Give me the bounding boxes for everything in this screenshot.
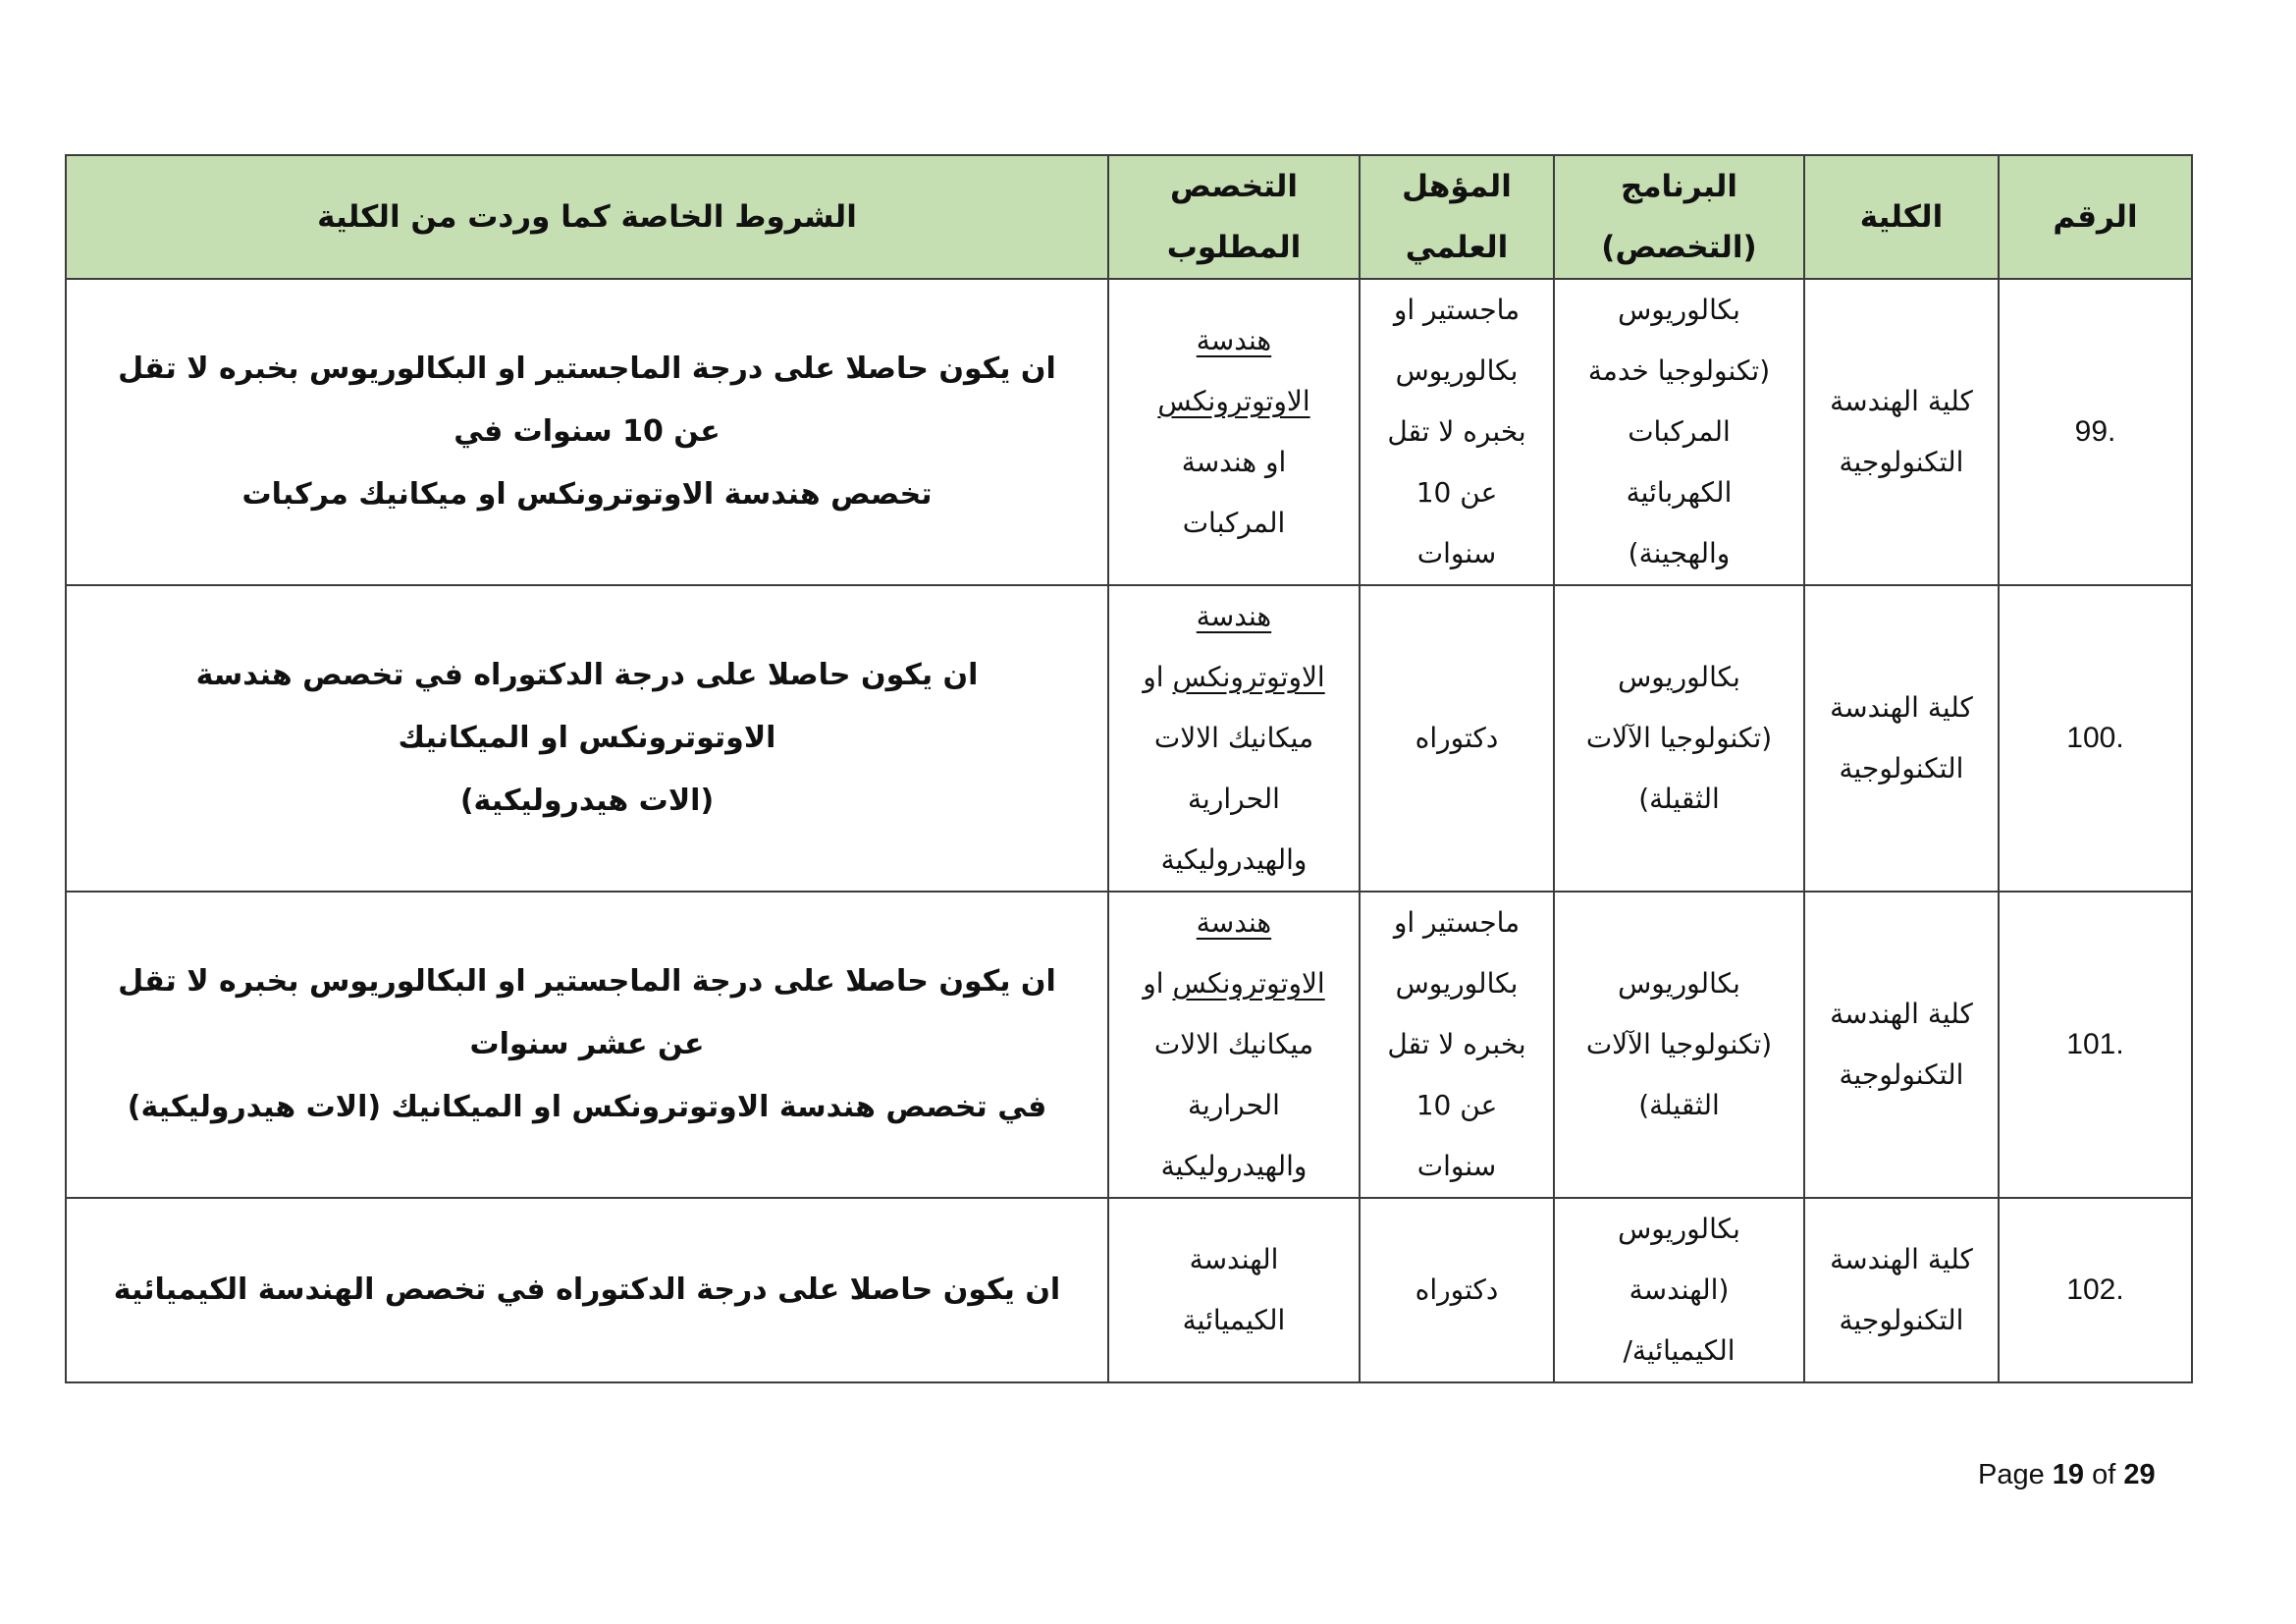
specialization-underlined-line: الاوتوترونكس [1172,661,1325,693]
total-pages-number: 29 [2123,1459,2156,1490]
program-line: (تكنولوجيا الآلات [1585,1028,1773,1060]
header-program [1554,155,1804,279]
header-specialization [1108,155,1360,279]
specialization-line: والهيدروليكية [1160,1150,1308,1182]
header-specialization-line: التخصص [1169,169,1299,204]
header-qualification-line: المؤهل [1402,169,1512,204]
college-line: كلية الهندسة [1830,385,1973,417]
qualification-line: بكالوريوس [1395,354,1519,387]
program-line: بكالوريوس [1618,1213,1740,1245]
eligibility-table [65,154,2193,1383]
header-number: الرقم [1999,155,2192,279]
qualification-line: بخبره لا تقل [1387,415,1526,448]
header-specialization-line: المطلوب [1166,230,1302,265]
row-qualification [1360,892,1554,1198]
specialization-underlined-line: هندسة [1196,906,1272,939]
row-qualification [1360,1198,1554,1382]
row-college [1804,585,1999,892]
table-row [66,585,2192,892]
specialization-line: الحرارية [1188,783,1280,815]
conditions-line: في تخصص هندسة الاوتوترونكس او الميكانيك (الات هيدروليكية) [127,1090,1047,1124]
conditions-line: ان يكون حاصلا على درجة الدكتوراه في تخصص هندسة الاوتوترونكس او الميكانيك [195,658,979,755]
page-footer [1978,1459,2156,1491]
qualification-line: سنوات [1416,1150,1497,1182]
table-row [66,279,2192,585]
table-header-row [66,155,2192,279]
header-college: الكلية [1804,155,1999,279]
program-line: (الهندسة [1629,1273,1730,1306]
row-program [1554,1198,1804,1382]
college-line: كلية الهندسة [1830,998,1973,1030]
conditions-line: ان يكون حاصلا على درجة الماجستير او البكالوريوس بخبره لا تقل عن 10 سنوات في [118,352,1056,449]
row-conditions [66,279,1108,585]
specialization-suffix: او [1143,967,1173,1000]
header-qualification-line: العلمي [1405,230,1509,265]
program-line: (تكنولوجيا الآلات [1585,722,1773,754]
program-line: الثقيلة) [1638,783,1720,815]
specialization-line: الهندسة [1189,1243,1279,1275]
program-line: المركبات [1628,415,1731,448]
specialization-line: المركبات [1182,507,1286,539]
specialization-line: ميكانيك الالات [1153,1028,1314,1060]
row-college [1804,279,1999,585]
table-row [66,1198,2192,1382]
conditions-line: (الات هيدروليكية) [459,784,715,818]
row-program [1554,279,1804,585]
specialization-underlined-line: الاوتوترونكس [1172,967,1325,1000]
specialization-suffix: او [1143,661,1173,693]
row-qualification [1360,279,1554,585]
row-qualification [1360,585,1554,892]
college-line: التكنولوجية [1839,1304,1964,1336]
row-conditions [66,1198,1108,1382]
specialization-line: والهيدروليكية [1160,843,1308,876]
qualification-line: بخبره لا تقل [1387,1028,1526,1060]
table-row [66,892,2192,1198]
row-program [1554,892,1804,1198]
qualification-line: ماجستير او [1393,294,1521,326]
conditions-line: تخصص هندسة الاوتوترونكس او ميكانيك مركبات [241,477,933,512]
row-conditions [66,892,1108,1198]
college-line: التكنولوجية [1839,446,1964,478]
specialization-underlined-line: الاوتوترونكس [1157,385,1310,417]
row-number: 102. [1999,1198,2192,1382]
specialization-line: ميكانيك الالات [1153,722,1314,754]
specialization-line: او هندسة [1181,446,1287,478]
current-page-number: 19 [2052,1459,2085,1490]
row-program [1554,585,1804,892]
row-number: 100. [1999,585,2192,892]
program-line: والهجينة) [1628,537,1731,569]
program-line: الكهربائية [1626,476,1733,509]
specialization-underlined-line: هندسة [1196,600,1272,632]
page-separator: of [2084,1459,2124,1490]
college-line: التكنولوجية [1839,1058,1964,1091]
row-specialization [1108,279,1360,585]
college-line: كلية الهندسة [1830,1243,1973,1275]
college-line: كلية الهندسة [1830,691,1973,724]
program-line: (تكنولوجيا خدمة [1587,354,1771,387]
qualification-line: عن 10 [1415,476,1498,509]
qualification-line: ماجستير او [1393,906,1521,939]
qualification-line: سنوات [1416,537,1497,569]
specialization-underlined-line: هندسة [1196,324,1272,356]
qualification-line: بكالوريوس [1395,967,1519,1000]
qualification-line: دكتوراه [1415,722,1499,754]
row-college [1804,892,1999,1198]
row-specialization [1108,892,1360,1198]
program-line: بكالوريوس [1618,967,1740,1000]
header-program-line: البرنامج [1620,169,1738,204]
program-line: الكيميائية/ [1623,1334,1735,1367]
program-line: بكالوريوس [1618,294,1740,326]
row-college [1804,1198,1999,1382]
qualification-line: دكتوراه [1415,1273,1499,1306]
eligibility-table-container [65,154,2191,1383]
header-conditions: الشروط الخاصة كما وردت من الكلية [66,155,1108,279]
row-number: 99. [1999,279,2192,585]
qualification-line: عن 10 [1415,1089,1498,1121]
program-line: بكالوريوس [1618,661,1740,693]
header-program-line: (التخصص) [1601,230,1757,265]
specialization-line: الحرارية [1188,1089,1280,1121]
program-line: الثقيلة) [1638,1089,1720,1121]
college-line: التكنولوجية [1839,752,1964,785]
conditions-line: ان يكون حاصلا على درجة الدكتوراه في تخصص الهندسة الكيميائية [113,1272,1061,1307]
row-number: 101. [1999,892,2192,1198]
row-specialization [1108,1198,1360,1382]
conditions-line: ان يكون حاصلا على درجة الماجستير او البكالوريوس بخبره لا تقل عن عشر سنوات [118,964,1056,1061]
page-label: Page [1978,1459,2053,1490]
row-conditions [66,585,1108,892]
header-qualification [1360,155,1554,279]
specialization-line: الكيميائية [1182,1304,1286,1336]
row-specialization [1108,585,1360,892]
